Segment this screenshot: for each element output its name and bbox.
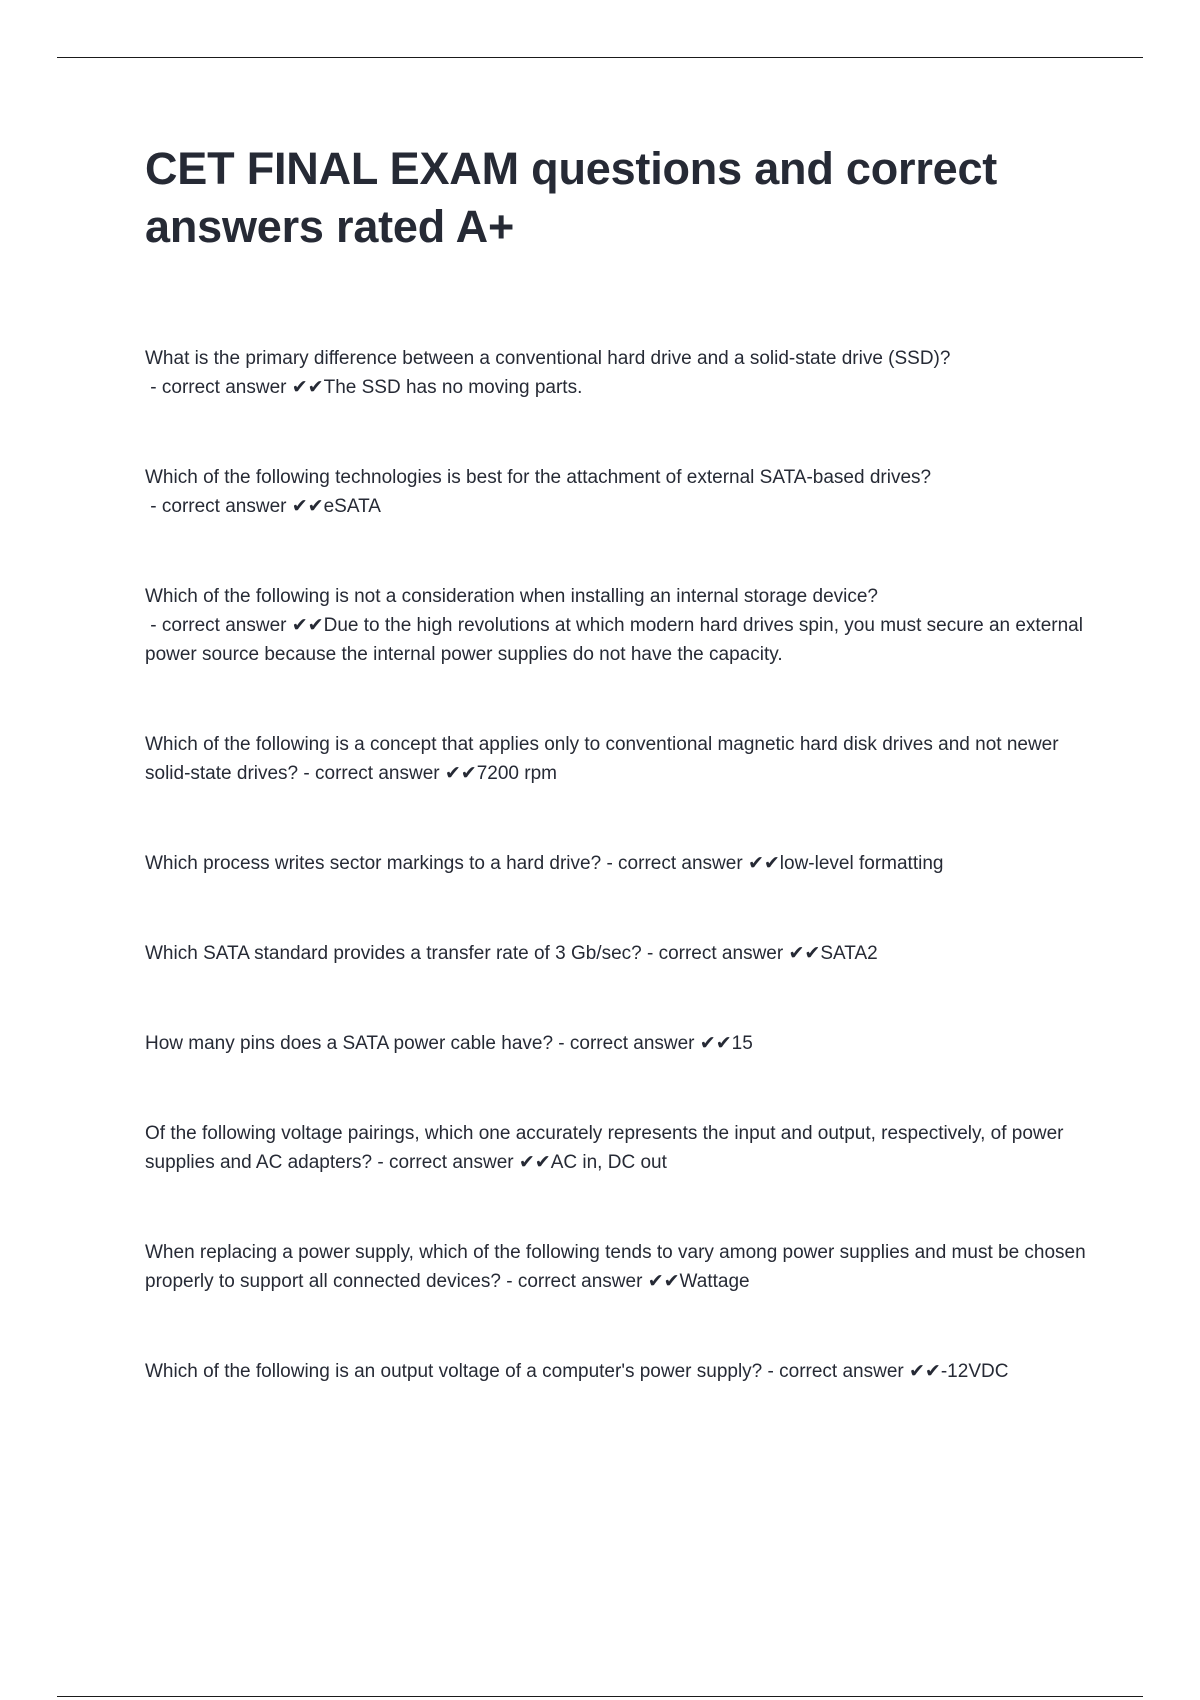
check-mark-icon: ✔✔ <box>647 1271 680 1292</box>
answer-label: - correct answer <box>601 853 748 874</box>
check-mark-icon: ✔✔ <box>291 615 324 636</box>
check-mark-icon: ✔✔ <box>747 853 780 874</box>
qa-item <box>145 939 1090 968</box>
document-body <box>145 140 1090 1386</box>
answer-text: Due to the high revolutions at which modern hard drives spin, you must secure an external power source because the internal power supplies do not have the capacity. <box>145 615 1083 665</box>
answer-text: 7200 rpm <box>476 763 558 784</box>
answer-text: AC in, DC out <box>550 1152 667 1173</box>
question-text: Which SATA standard provides a transfer rate of 3 Gb/sec? <box>145 943 642 964</box>
check-mark-icon: ✔✔ <box>909 1361 941 1382</box>
answer-text: low-level formatting <box>779 853 944 874</box>
answer-text: SATA2 <box>820 943 878 964</box>
answer-label: - correct answer <box>145 377 292 398</box>
answer-label: - correct answer <box>641 943 789 964</box>
question-text: What is the primary difference between a conventional hard drive and a solid-state drive (SSD)? <box>145 348 951 369</box>
qa-item <box>145 1029 1090 1058</box>
question-text: Which of the following technologies is best for the attachment of external SATA-based drives? <box>145 467 932 488</box>
answer-label: - correct answer <box>372 1152 519 1173</box>
check-mark-icon: ✔✔ <box>788 943 821 964</box>
check-mark-icon: ✔✔ <box>699 1033 732 1054</box>
check-mark-icon: ✔✔ <box>291 377 324 398</box>
answer-text: Wattage <box>679 1271 750 1292</box>
question-text: When replacing a power supply, which of the following tends to vary among power supplies and must be chosen properly to support all connected devices? <box>145 1242 1086 1292</box>
qa-item <box>145 1357 1090 1386</box>
bottom-divider <box>57 1696 1143 1697</box>
answer-text: 15 <box>731 1033 753 1054</box>
answer-label: - correct answer <box>553 1033 700 1054</box>
answer-text: eSATA <box>323 496 381 517</box>
qa-item <box>145 1238 1090 1296</box>
qa-item <box>145 344 1090 402</box>
answer-label: - correct answer <box>500 1271 648 1292</box>
answer-label: - correct answer <box>145 615 292 636</box>
question-text: Which of the following is an output voltage of a computer's power supply? <box>145 1361 763 1382</box>
answer-text: The SSD has no moving parts. <box>323 377 583 398</box>
qa-item <box>145 849 1090 878</box>
question-text: Of the following voltage pairings, which one accurately represents the input and output, respectively, of power supplies and AC adapters? <box>145 1123 1064 1173</box>
answer-label: - correct answer <box>762 1361 910 1382</box>
question-text: Which process writes sector markings to a hard drive? <box>145 853 602 874</box>
answer-label: - correct answer <box>145 496 292 517</box>
qa-list <box>145 344 1090 1386</box>
top-divider <box>57 57 1143 58</box>
qa-item <box>145 463 1090 521</box>
check-mark-icon: ✔✔ <box>291 496 324 517</box>
qa-item <box>145 1119 1090 1177</box>
question-text: Which of the following is a concept that applies only to conventional magnetic hard disk drives and not newer solid-state drives? <box>145 734 1059 784</box>
answer-label: - correct answer <box>298 763 445 784</box>
question-text: Which of the following is not a consideration when installing an internal storage device? <box>145 586 878 607</box>
check-mark-icon: ✔✔ <box>518 1152 551 1173</box>
qa-item <box>145 730 1090 788</box>
check-mark-icon: ✔✔ <box>444 763 477 784</box>
qa-item <box>145 582 1090 669</box>
document-title: CET FINAL EXAM questions and correct answers rated A+ <box>145 143 998 252</box>
answer-text: -12VDC <box>940 1361 1009 1382</box>
question-text: How many pins does a SATA power cable have? <box>145 1033 554 1054</box>
